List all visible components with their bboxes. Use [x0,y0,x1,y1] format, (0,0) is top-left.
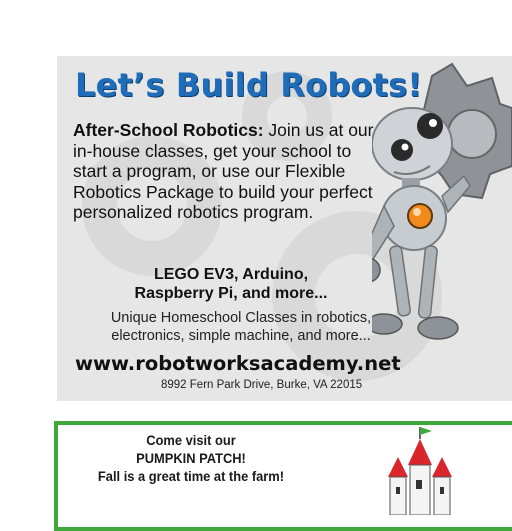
robot-illustration [372,56,512,401]
farm-text [76,431,306,485]
intro-bold: After-School Robotics: [73,120,264,140]
pumpkin-patch-ad [54,421,512,531]
homeschool-line-2: electronics, simple machine, and more... [111,328,371,344]
platforms-line-1: LEGO EV3, Arduino, [153,266,309,283]
intro-paragraph [73,120,383,223]
farm-line-2: PUMPKIN PATCH! [136,450,246,466]
farm-line-3: Fall is a great time at the farm! [97,468,285,484]
farm-line-1: Come visit our [146,432,236,448]
homeschool-line-1: Unique Homeschool Classes in robotics, [110,310,372,326]
platforms-line-2: Raspberry Pi, and more... [134,285,328,302]
address: 8992 Fern Park Drive, Burke, VA 22015 [161,379,363,391]
platforms-text [101,265,361,303]
website-link[interactable]: www.robotworksacademy.net [75,352,401,375]
intro-text: Join us at our in-house classes, get your school to start a program, or use our Flexible Robotics Package to build your perfect personalized robotics program. [73,120,374,222]
robotics-ad [57,56,512,401]
castle-illustration [388,425,458,515]
homeschool-text [81,309,401,345]
headline: Let’s Build Robots! [75,66,423,104]
